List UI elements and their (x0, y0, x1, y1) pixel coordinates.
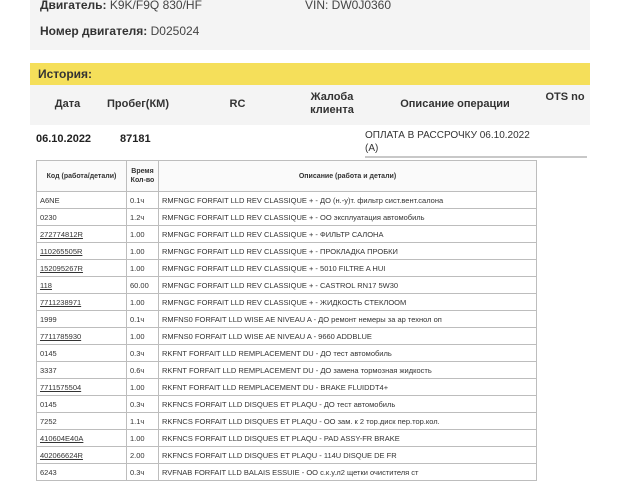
operation-time: 1.00 (127, 328, 159, 345)
engine-number-label: Номер двигателя: (40, 24, 148, 38)
operation-description: RKFNCS FORFAIT LLD DISQUES ET PLAQU - PAD ASSY-FR BRAKE (159, 430, 537, 447)
operation-row (37, 328, 537, 345)
part-code-link[interactable]: 272774812R (37, 226, 127, 243)
operation-description: RKFNT FORFAIT LLD REMPLACEMENT DU - ДО замена тормозная жидкость (159, 362, 537, 379)
operation-description: RMFNS0 FORFAIT LLD WISE AE NIVEAU A - 9660 ADDBLUE (159, 328, 537, 345)
operation-code: 0145 (37, 345, 127, 362)
operation-description: RMFNGC FORFAIT LLD REV CLASSIQUE + - ЖИДКОСТЬ СТЕКЛООМ (159, 294, 537, 311)
history-column-headers (30, 85, 590, 125)
operation-row (37, 464, 537, 481)
operation-code: 1999 (37, 311, 127, 328)
operation-time: 1.00 (127, 430, 159, 447)
column-date: Дата (54, 98, 81, 110)
operation-time: 1.00 (127, 243, 159, 260)
part-code-link[interactable]: 7711575504 (37, 379, 127, 396)
operation-row (37, 226, 537, 243)
vehicle-info-panel (30, 0, 590, 50)
operation-time: 1.00 (127, 294, 159, 311)
part-code-link[interactable]: 118 (37, 277, 127, 294)
operation-time: 0.3ч (127, 464, 159, 481)
operation-code: 0145 (37, 396, 127, 413)
engine-number-row (40, 24, 199, 38)
operation-description: RKFNCS FORFAIT LLD DISQUES ET PLAQU - 114U DISQUE DE FR (159, 447, 537, 464)
operation-time: 0.1ч (127, 311, 159, 328)
operation-time: 0.6ч (127, 362, 159, 379)
engine-number-value: D025024 (150, 24, 200, 38)
operation-code: 7252 (37, 413, 127, 430)
engine-type-label: Двигатель: (40, 0, 107, 12)
operation-row (37, 396, 537, 413)
entry-divider (365, 156, 587, 158)
column-ots: OTS no (545, 91, 585, 103)
column-operation: Описание операции (400, 98, 510, 110)
entry-date: 06.10.2022 (36, 133, 92, 145)
operation-row (37, 294, 537, 311)
operation-time: 1.00 (127, 379, 159, 396)
operation-time: 0.3ч (127, 345, 159, 362)
operation-description: RKFNT FORFAIT LLD REMPLACEMENT DU - BRAKE FLUIDDT4+ (159, 379, 537, 396)
operation-time: 0.3ч (127, 396, 159, 413)
operation-row (37, 413, 537, 430)
header-time: Время Кол-во (127, 161, 159, 192)
operation-description: RMFNS0 FORFAIT LLD WISE AE NIVEAU A - ДО ремонт немеры за ар технол оп (159, 311, 537, 328)
operation-code: 3337 (37, 362, 127, 379)
operation-row (37, 430, 537, 447)
operation-time: 1.00 (127, 226, 159, 243)
engine-type-row (40, 0, 202, 12)
part-code-link[interactable]: 152095267R (37, 260, 127, 277)
operation-description: RMFNGC FORFAIT LLD REV CLASSIQUE + - ПРОКЛАДКА ПРОБКИ (159, 243, 537, 260)
column-complaint: Жалоба клиента (310, 91, 354, 116)
operation-row (37, 345, 537, 362)
operation-row (37, 362, 537, 379)
operation-time: 0.1ч (127, 192, 159, 209)
entry-operation: ОПЛАТА В РАССРОЧКУ 06.10.2022 (А) (365, 130, 530, 154)
operation-row (37, 379, 537, 396)
operation-description: RMFNGC FORFAIT LLD REV CLASSIQUE + - 5010 FILTRE A HUI (159, 260, 537, 277)
operation-description: RKFNT FORFAIT LLD REMPLACEMENT DU - ДО тест автомобиль (159, 345, 537, 362)
operations-table (36, 160, 537, 481)
history-entry-row (30, 125, 590, 157)
operation-description: RMFNGC FORFAIT LLD REV CLASSIQUE + - ФИЛЬТР САЛОНА (159, 226, 537, 243)
operation-description: RKFNCS FORFAIT LLD DISQUES ET PLAQU - ОО зам. к 2 тор.диск пер.тор.кол. (159, 413, 537, 430)
operation-row (37, 243, 537, 260)
operation-row (37, 260, 537, 277)
history-title: История: (38, 67, 93, 81)
operation-time: 1.2ч (127, 209, 159, 226)
operation-code: 0230 (37, 209, 127, 226)
operation-row (37, 277, 537, 294)
operation-row (37, 447, 537, 464)
operation-code: A6NE (37, 192, 127, 209)
operation-row (37, 192, 537, 209)
operation-time: 1.1ч (127, 413, 159, 430)
operation-description: RKFNCS FORFAIT LLD DISQUES ET PLAQU - ДО тест автомобиль (159, 396, 537, 413)
operation-row (37, 209, 537, 226)
engine-type-value: K9K/F9Q 830/HF (109, 0, 202, 12)
vin-label: VIN: DW0J0360 (305, 0, 392, 12)
history-section-header (30, 63, 590, 85)
entry-mileage: 87181 (120, 133, 151, 145)
operation-description: RMFNGC FORFAIT LLD REV CLASSIQUE + - CASTROL RN17 5W30 (159, 277, 537, 294)
part-code-link[interactable]: 410604E40A (37, 430, 127, 447)
part-code-link[interactable]: 7711785930 (37, 328, 127, 345)
part-code-link[interactable]: 7711238971 (37, 294, 127, 311)
operation-description: RVFNAB FORFAIT LLD BALAIS ESSUIE - ОО с.к.у.л2 щетки очистителя ст (159, 464, 537, 481)
operation-row (37, 311, 537, 328)
operations-body (37, 192, 537, 481)
operation-description: RMFNGC FORFAIT LLD REV CLASSIQUE + - ОО эксплуатация автомобиль (159, 209, 537, 226)
operation-time: 1.00 (127, 260, 159, 277)
operation-description: RMFNGC FORFAIT LLD REV CLASSIQUE + - ДО (н.-у)т. фильтр сист.вент.салона (159, 192, 537, 209)
operation-time: 60.00 (127, 277, 159, 294)
column-rc: RC (229, 98, 246, 110)
operations-header-row (37, 161, 537, 192)
header-desc: Описание (работа и детали) (159, 161, 537, 192)
operation-time: 2.00 (127, 447, 159, 464)
column-mileage: Пробег(КМ) (106, 98, 170, 110)
part-code-link[interactable]: 402066624R (37, 447, 127, 464)
operation-code: 6243 (37, 464, 127, 481)
header-code: Код (работа/детали) (37, 161, 127, 192)
part-code-link[interactable]: 110265505R (37, 243, 127, 260)
